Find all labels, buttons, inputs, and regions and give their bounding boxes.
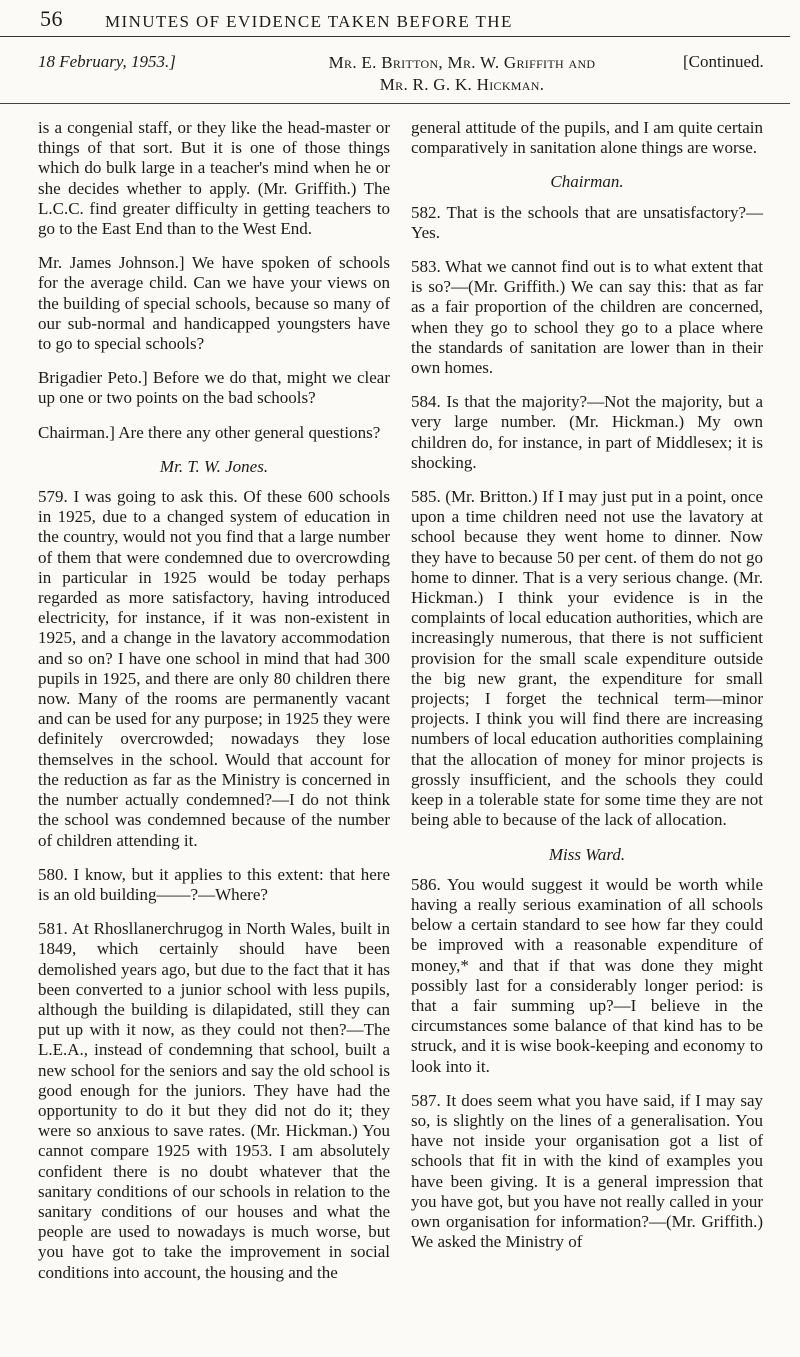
- page-header: [0, 0, 800, 40]
- page-number: 56: [40, 6, 63, 31]
- paragraph: 585. (Mr. Britton.) If I may just put in a point, once upon a time children need not use the lavatory at school because they went home to dinner. Now they have to because 50 per cent. of them do not go home to dinner. That is a very serious change. (Mr. Hickman.) I think your evidence is in the complaints of local education authorities, which are increasingly numerous, that there is not sufficient provision for the small scale expenditure outside the big new grant, the expenditure for small projects; I forget the technical term—minor projects. I think you will find there are increasing numbers of local education authorities complaining that the allocation of money for minor projects is grossly insufficient, and the schools they could keep in a tolerable state for some time they are not being able to because of the lack of allocation.: [411, 487, 763, 830]
- paragraph: 579. I was going to ask this. Of these 600 schools in 1925, due to a changed system of education in the country, would not you find that a large number of them that were condemned due to overcrowding in particular in 1925 would be today perhaps regarded as more satisfactory, having introduced electricity, for instance, if it was non-existent in 1925, and a change in the lavatory accommodation and so on? I have one school in mind that had 300 pupils in 1925, and there are only 80 children there now. Many of the rooms are permanently vacant and can be used for any purpose; in 1925 they were definitely overcrowded; nowadays they lose themselves in the school. Would that account for the reduction as far as the Ministry is concerned in the number actually condemned?—I do not think the school was condemned because of the number of children attending it.: [38, 487, 390, 850]
- continued-marker: [Continued.: [683, 52, 764, 71]
- witnesses-line-1: Mr. E. Britton, Mr. W. Griffith and: [328, 53, 596, 72]
- paragraph: 582. That is the schools that are unsatisfactory?—Yes.: [411, 202, 763, 242]
- paragraph: is a congenial staff, or they like the head-master or things of that sort. But it is one of those things which do bulk large in a teacher's mind when he or she decides whether to apply. (Mr. Griffith.) The L.C.C. find greater difficulty in getting teachers to go to the East End than to the West End.: [38, 118, 390, 239]
- witnesses: [252, 52, 672, 96]
- paragraph: general attitude of the pupils, and I am quite certain comparatively in sanitation alone things are worse.: [411, 118, 763, 158]
- session-meta: [0, 50, 800, 100]
- paragraph: 580. I know, but it applies to this extent: that here is an old building——?—Where?: [38, 864, 390, 904]
- speaker-heading: Mr. T. W. Jones.: [159, 456, 269, 476]
- right-column: [411, 118, 763, 1266]
- running-title: MINUTES OF EVIDENCE TAKEN BEFORE THE: [105, 12, 513, 31]
- paragraph: 584. Is that the majority?—Not the majority, but a very large number. (Mr. Hickman.) My own children do, for instance, in part of Middlesex; it is shocking.: [411, 392, 763, 472]
- witnesses-line-2: Mr. R. G. K. Hickman.: [379, 75, 545, 94]
- speaker-heading: Miss Ward.: [548, 844, 626, 864]
- session-date: 18 February, 1953.]: [38, 52, 176, 71]
- paragraph: 586. You would suggest it would be worth while having a really serious examination of all schools below a certain standard to see how far they could be improved with a reasonable expenditure of money,* and that if that was done they might possibly last for a considerably longer period: is that a fair summing up?—I believe in the circumstances some balance of that kind has to be struck, and it is wise book-keeping and economy to look into it.: [411, 874, 763, 1076]
- paragraph: Brigadier Peto.] Before we do that, might we clear up one or two points on the bad schools?: [38, 368, 390, 408]
- header-rule: [0, 36, 790, 37]
- paragraph: Mr. James Johnson.] We have spoken of schools for the average child. Can we have your views on the building of special schools, because so many of our sub-normal and handicapped youngsters have to go to special schools?: [38, 253, 390, 354]
- left-column: [38, 118, 390, 1297]
- speaker-heading: Chairman.: [550, 172, 624, 192]
- paragraph: Chairman.] Are there any other general questions?: [38, 422, 381, 442]
- paragraph: 581. At Rhosllanerchrugog in North Wales, built in 1849, which certainly should have been demolished years ago, but due to the fact that it has been converted to a junior school with less pupils, although the building is dilapidated, still they can put up with it now, as they could not then?—The L.E.A., instead of condemning that school, built a new school for the seniors and say the old school is good enough for the juniors. They have had the opportunity to do it but they did not do it; they were so anxious to save rates. (Mr. Hickman.) You cannot compare 1925 with 1953. I am absolutely confident there is no doubt whatever that the sanitary conditions of our schools in relation to the sanitary conditions of our houses and what the people are used to nowadays is much worse, but you have got to take the improvement in social conditions into account, the housing and the: [38, 919, 390, 1282]
- meta-rule: [0, 103, 790, 104]
- paragraph: 587. It does seem what you have said, if I may say so, is slightly on the lines of a generalisation. You have not inside your organisation got a list of schools that fit in with the kind of examples you have been giving. It is a general impression that you have got, but you have not really called in your own organisation for information?—(Mr. Griffith.) We asked the Ministry of: [411, 1090, 763, 1252]
- paragraph: 583. What we cannot find out is to what extent that is so?—(Mr. Griffith.) We can say this: that as far as a fair proportion of the children are concerned, when they go to school they go to a place where the standards of sanitation are lower than in their own homes.: [411, 257, 763, 378]
